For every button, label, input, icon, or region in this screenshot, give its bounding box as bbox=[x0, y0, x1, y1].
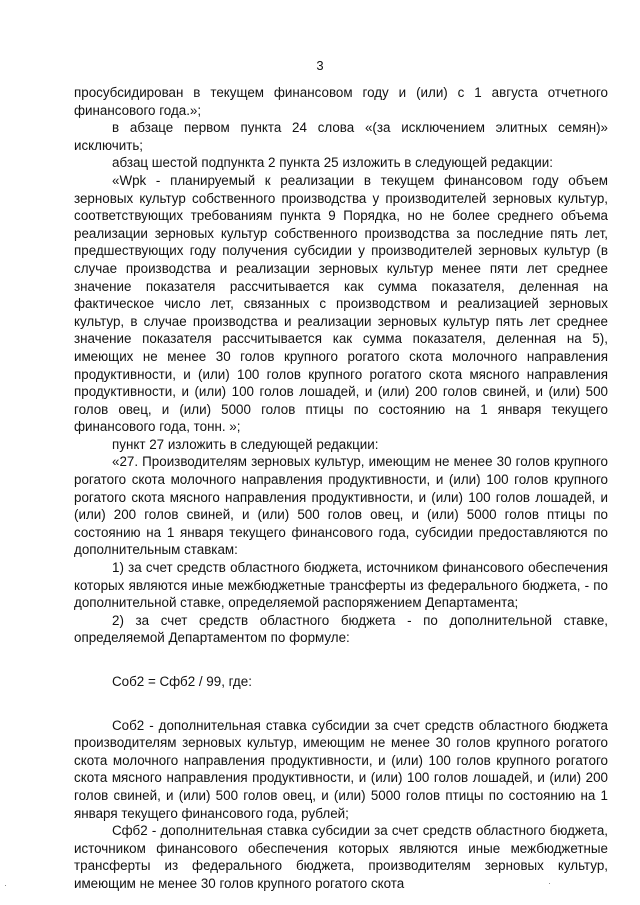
paragraph-amendment-24: в абзаце первом пункта 24 слова «(за исключением элитных семян)» исключить; bbox=[74, 120, 608, 153]
paragraph-subitem-1: 1) за счет средств областного бюджета, источником финансового обеспечения которых являются иные межбюджетные трансферты из федерального бюджета, - по дополнительной ставке, определяемой распоряжением Департамента; bbox=[74, 560, 608, 611]
spacer bbox=[74, 647, 608, 673]
paragraph-amendment-25-intro: абзац шестой подпункта 2 пункта 25 изложить в следующей редакции: bbox=[112, 155, 553, 171]
page-number: 3 bbox=[316, 58, 324, 73]
spacer bbox=[74, 691, 608, 717]
document-body bbox=[74, 84, 608, 893]
formula: Соб2 = Сфб2 / 99, где: bbox=[112, 674, 252, 689]
paragraph-amendment-27-intro: пункт 27 изложить в следующей редакции: bbox=[112, 436, 379, 452]
scan-mark-right: · bbox=[548, 878, 551, 888]
paragraph-subitem-2: 2) за счет средств областного бюджета - по дополнительной ставке, определяемой Департаментом по формуле: bbox=[74, 612, 608, 646]
scan-mark-left: · bbox=[4, 880, 7, 890]
paragraph-wpk-definition: «Wpk - планируемый к реализации в текущем финансовом году объем зерновых культур собственного производства у производителей зерновых культур, соответствующих требованиям пункта 9 Порядка, но не более среднего объема реализации зерновых культур собственного производства за последние пять лет, предшествующих году получения субсидии у производителей зерновых культур (в случае производства и реализации зерновых культур менее пяти лет среднее значение показателя рассчитывается как сумма показателя, деленная на фактическое число лет, связанных с производством и реализацией зерновых культур, в случае производства и реализации зерновых культур пять лет среднее значение показателя рассчитывается как сумма показателя, деленная на 5), имеющих не менее 30 голов крупного рогатого скота молочного направления продуктивности, и (или) 100 голов крупного рогатого скота мясного направления продуктивности, и (или) 100 голов лошадей, и (или) 200 голов свиней, и (или) 500 голов овец, и (или) 5000 голов птицы по состоянию на 1 января текущего финансового года, тонн. »; bbox=[74, 172, 608, 435]
definition-sfb2: Сфб2 - дополнительная ставка субсидии за счет средств областного бюджета, источником финансового обеспечения которых являются иные межбюджетные трансферты из федерального бюджета, производителям зерновых культур, имеющим не менее 30 голов крупного рогатого скота bbox=[74, 823, 608, 891]
definition-sob2: Соб2 - дополнительная ставка субсидии за счет средств областного бюджета производителям зерновых культур, имеющим не менее 30 голов крупного рогатого скота молочного направления продуктивности, и (или) 100 голов крупного рогатого скота мясного направления продуктивности, и (или) 100 голов лошадей, и (или) 200 голов свиней, и (или) 500 голов овец, и (или) 5000 голов птицы по состоянию на 1 января текущего финансового года, рублей; bbox=[74, 717, 608, 821]
paragraph-item-27: «27. Производителям зерновых культур, имеющим не менее 30 голов крупного рогатого скота молочного направления продуктивности, и (или) 100 голов крупного рогатого скота мясного направления продуктивности, и (или) 100 голов лошадей, и (или) 200 голов свиней, и (или) 500 голов овец, и (или) 5000 голов птицы по состоянию на 1 января текущего финансового года, субсидии предоставляются по дополнительным ставкам: bbox=[74, 454, 608, 558]
paragraph-continuation: просубсидирован в текущем финансовом году и (или) с 1 августа отчетного финансового года.»; bbox=[74, 85, 608, 118]
